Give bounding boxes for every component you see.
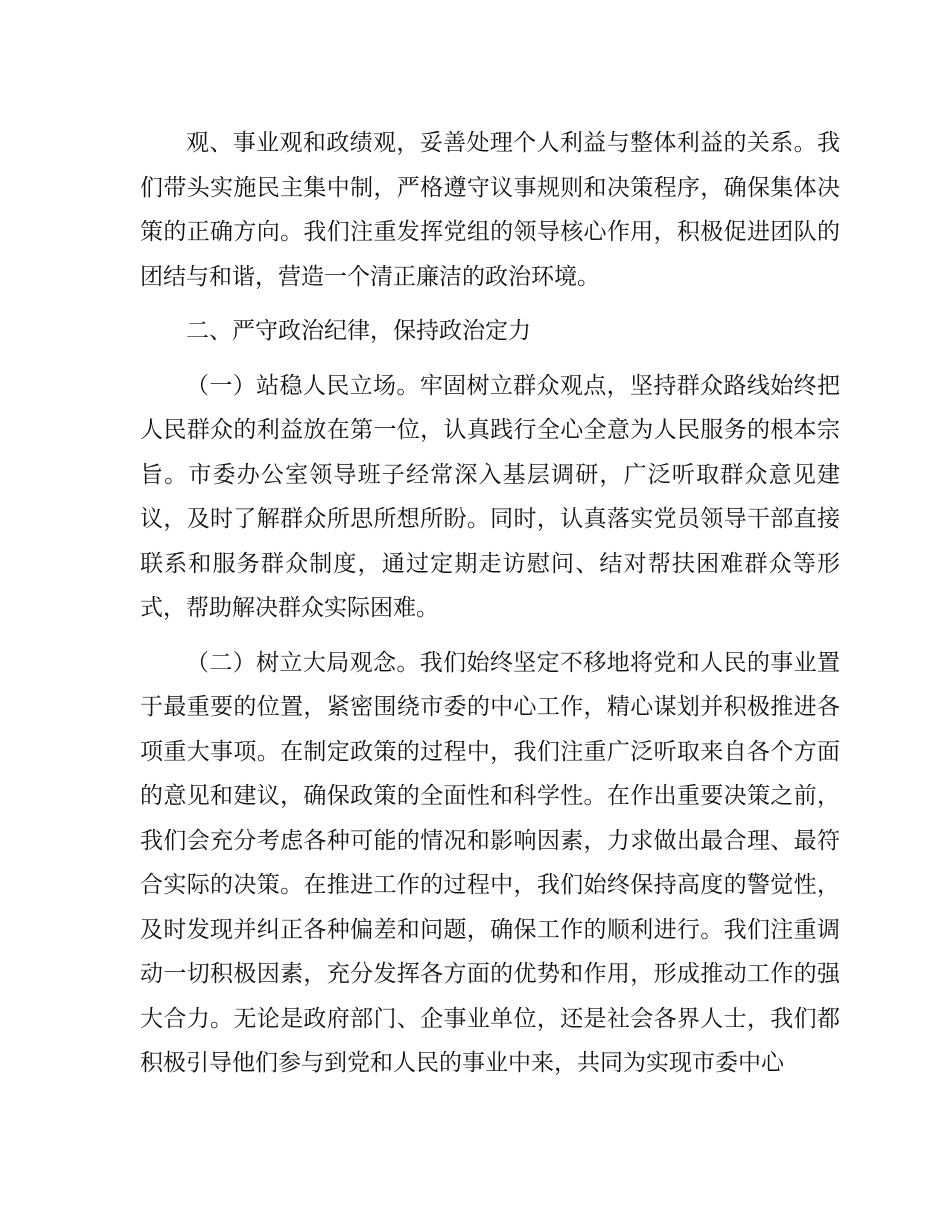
paragraph-stand-with-people: （一）站稳人民立场。牢固树立群众观点，坚持群众路线始终把人民群众的利益放在第一位，认真践行全心全意为人民服务的根本宗旨。市委办公室领导班子经常深入基层调研，广泛听取群众意见建议，及时了解群众所思所想所盼。同时，认真落实党员领导干部直接联系和服务群众制度，通过定期走访慰问、结对帮扶困难群众等形式，帮助解决群众实际困难。	[140, 372, 840, 621]
document-body	[140, 121, 840, 1096]
section-heading: 二、严守政治纪律，保持政治定力	[186, 318, 531, 344]
paragraph-continuation: 观、事业观和政绩观，妥善处理个人利益与整体利益的关系。我们带头实施民主集中制，严格遵守议事规则和决策程序，确保集体决策的正确方向。我们注重发挥党组的领导核心作用，积极促进团队的团结与和谐，营造一个清正廉洁的政治环境。	[140, 130, 840, 290]
paragraph-big-picture: （二）树立大局观念。我们始终坚定不移地将党和人民的事业置于最重要的位置，紧密围绕市委的中心工作，精心谋划并积极推进各项重大事项。在制定政策的过程中，我们注重广泛听取来自各个方面的意见和建议，确保政策的全面性和科学性。在作出重要决策之前，我们会充分考虑各种可能的情况和影响因素，力求做出最合理、最符合实际的决策。在推进工作的过程中，我们始终保持高度的警觉性，及时发现并纠正各种偏差和问题，确保工作的顺利进行。我们注重调动一切积极因素，充分发挥各方面的优势和作用，形成推动工作的强大合力。无论是政府部门、企事业单位，还是社会各界人士，我们都积极引导他们参与到党和人民的事业中来，共同为实现市委中心	[140, 649, 840, 1076]
